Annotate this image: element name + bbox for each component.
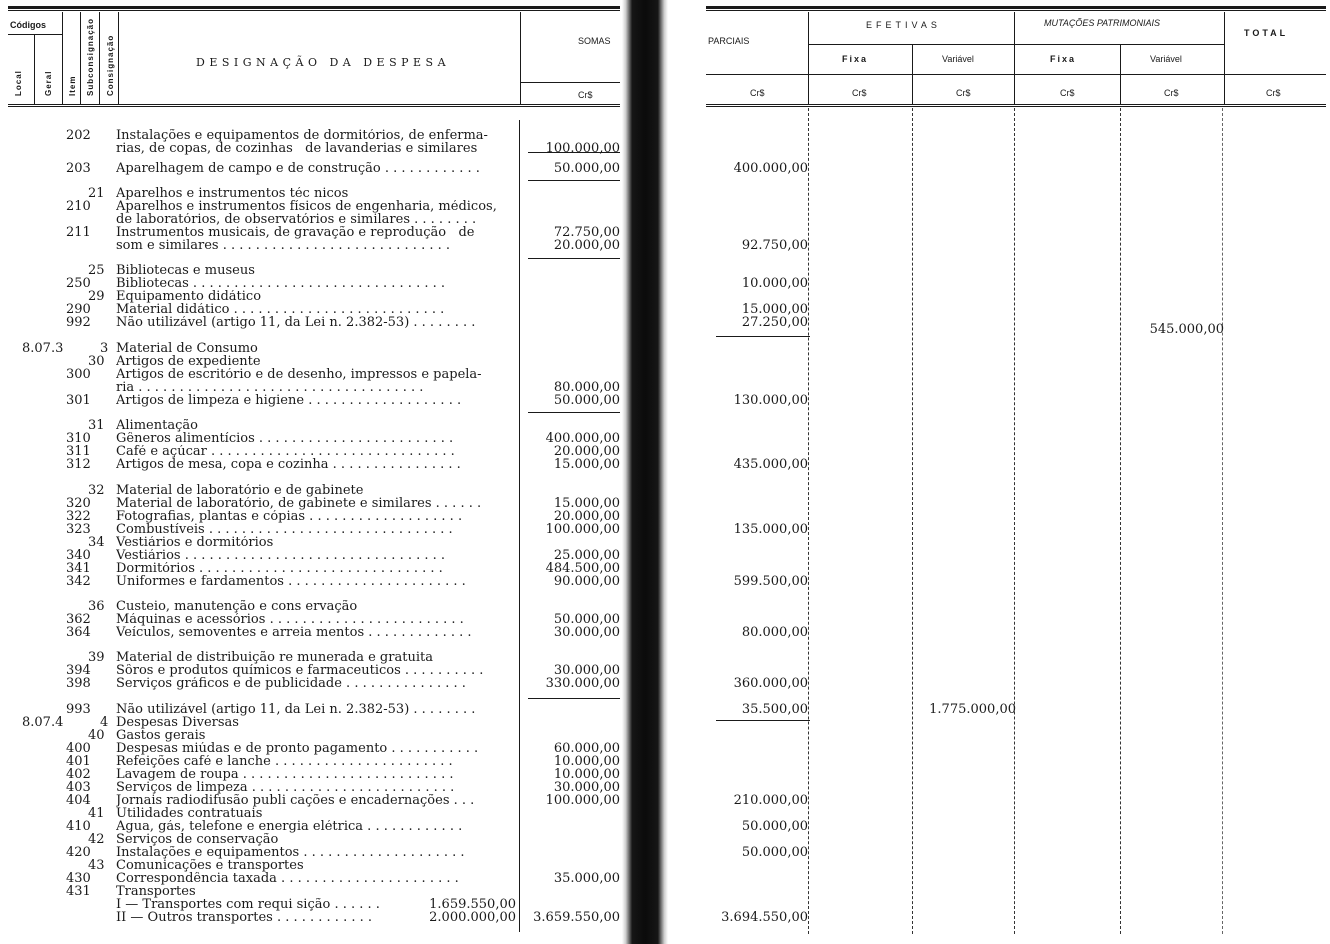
row-text: Não utilizável (artigo 11, da Lei n. 2.382-53) . . . . . . . . — [116, 703, 476, 716]
header-parciais: PARCIAIS — [708, 36, 750, 46]
row-text: Dormitórios . . . . . . . . . . . . . . . . . . . . . . . . . . . . . . — [116, 562, 443, 575]
header-mutacoes: MUTAÇÕES PATRIMONIAIS — [1044, 18, 1161, 28]
row-code: 403 — [66, 780, 91, 795]
row-soma-value: 484.500,00 — [545, 561, 620, 576]
row-text: Aparelhos e instrumentos físicos de engenharia, médicos, — [116, 200, 497, 213]
row-code-consignacao: 3 — [100, 341, 109, 356]
row-soma-value: 100.000,00 — [545, 522, 620, 537]
row-soma-value: 80.000,00 — [553, 380, 620, 395]
row-text: Serviços gráficos e de publicidade . . . . . . . . . . . . . . . — [116, 677, 466, 690]
row-code: 30 — [88, 354, 105, 369]
row-code: 25 — [88, 263, 105, 278]
row-soma-value: 15.000,00 — [553, 457, 620, 472]
row-text: Jornais radiodifusão publi cações e encadernações . . . — [116, 794, 475, 807]
row-parcial-value: 80.000,00 — [741, 625, 808, 640]
row-text: Bibliotecas e museus — [116, 264, 255, 277]
row-text: Vestiários e dormitórios — [116, 536, 274, 549]
row-parcial-value: 10.000,00 — [741, 276, 808, 291]
row-text: Aparelhos e instrumentos téc nicos — [116, 187, 349, 200]
row-parcial-value: 50.000,00 — [741, 819, 808, 834]
row-text: Café e açúcar . . . . . . . . . . . . . . . . . . . . . . . . . . . . . . — [116, 445, 455, 458]
row-soma-value: 3.659.550,00 — [533, 910, 620, 925]
row-code: 320 — [66, 496, 91, 511]
row-soma-value: 25.000,00 — [553, 548, 620, 563]
header-efetivas-variavel: Variável — [942, 54, 974, 64]
row-code: 29 — [88, 289, 105, 304]
row-code: 400 — [66, 741, 91, 756]
row-text: Material de laboratório, de gabinete e similares . . . . . . — [116, 497, 482, 510]
row-soma-value: 20.000,00 — [553, 509, 620, 524]
row-code: 323 — [66, 522, 91, 537]
row-code: 430 — [66, 871, 91, 886]
row-parcial-value: 360.000,00 — [733, 676, 808, 691]
row-text: Gastos gerais — [116, 729, 206, 742]
row-parcial-value: 130.000,00 — [733, 393, 808, 408]
row-parcial-value: 435.000,00 — [733, 457, 808, 472]
row-text: Fotografias, plantas e cópias . . . . . . . . . . . . . . . . . . . — [116, 510, 463, 523]
row-text: Artigos de expediente — [116, 355, 261, 368]
row-text: Material de distribuição re munerada e gratuita — [116, 651, 433, 664]
row-parcial-value: 15.000,00 — [741, 302, 808, 317]
row-text: Despesas miúdas e de pronto pagamento . . . . . . . . . . . — [116, 742, 479, 755]
row-code: 341 — [66, 561, 91, 576]
row-text: Bibliotecas . . . . . . . . . . . . . . . . . . . . . . . . . . . . . . . — [116, 277, 445, 290]
row-text: Instalações e equipamentos de dormitórios, de enferma- — [116, 129, 488, 142]
header-mutacoes-variavel-currency: Cr$ — [1164, 88, 1179, 98]
header-designacao: DESIGNAÇÃO DA DESPESA — [196, 56, 451, 69]
header-mutacoes-fixa: Fixa — [1050, 54, 1077, 64]
book-spine — [622, 0, 668, 944]
row-text: Agua, gás, telefone e energia elétrica . . . . . . . . . . . . — [116, 820, 463, 833]
row-code: 34 — [88, 535, 105, 550]
row-soma-value: 35.000,00 — [553, 871, 620, 886]
header-efetivas-variavel-currency: Cr$ — [956, 88, 971, 98]
row-code: 300 — [66, 367, 91, 382]
row-text: Serviços de conservação — [116, 833, 279, 846]
row-text: de laboratórios, de observatórios e similares . . . . . . . . — [116, 213, 477, 226]
row-parcial-value: 135.000,00 — [733, 522, 808, 537]
row-text: Instalações e equipamentos . . . . . . . . . . . . . . . . . . . . — [116, 846, 465, 859]
row-code: 301 — [66, 393, 91, 408]
row-parcial-value: 210.000,00 — [733, 793, 808, 808]
row-code: 404 — [66, 793, 91, 808]
row-parcial-value: 400.000,00 — [733, 161, 808, 176]
row-code: 39 — [88, 650, 105, 665]
row-soma-value: 15.000,00 — [553, 496, 620, 511]
row-text: Utilidades contratuais — [116, 807, 263, 820]
row-soma-value: 72.750,00 — [553, 225, 620, 240]
header-item: Item — [68, 75, 77, 96]
row-inner-value: 1.659.550,00 — [429, 897, 516, 912]
row-code: 203 — [66, 161, 91, 176]
row-code: 402 — [66, 767, 91, 782]
row-text: Instrumentos musicais, de gravação e reprodução de — [116, 226, 475, 239]
row-text: Comunicações e transportes — [116, 859, 304, 872]
row-text: Material de Consumo — [116, 342, 258, 355]
row-text: Material de laboratório e de gabinete — [116, 484, 364, 497]
row-text: Artigos de mesa, copa e cozinha . . . . . . . . . . . . . . . . — [116, 458, 461, 471]
row-text: Despesas Diversas — [116, 716, 239, 729]
row-inner-value: 2.000.000,00 — [429, 910, 516, 925]
row-code: 31 — [88, 418, 105, 433]
row-text: Veículos, semoventes e arreia mentos . . . . . . . . . . . . . — [116, 626, 472, 639]
header-mutacoes-fixa-currency: Cr$ — [1060, 88, 1075, 98]
row-code: 40 — [88, 728, 105, 743]
row-text: II — Outros transportes . . . . . . . . . . . . — [116, 911, 372, 924]
row-code: 8.07.4 — [22, 715, 64, 730]
row-soma-value: 400.000,00 — [545, 431, 620, 446]
row-soma-value: 60.000,00 — [553, 741, 620, 756]
row-soma-value: 50.000,00 — [553, 393, 620, 408]
row-text: Artigos de escritório e de desenho, impressos e papela- — [116, 368, 482, 381]
row-text: I — Transportes com requi sição . . . . . . — [116, 898, 380, 911]
row-soma-value: 330.000,00 — [545, 676, 620, 691]
row-soma-value: 10.000,00 — [553, 754, 620, 769]
row-code: 310 — [66, 431, 91, 446]
row-parcial-value: 92.750,00 — [741, 238, 808, 253]
row-soma-value: 50.000,00 — [553, 612, 620, 627]
row-code: 364 — [66, 625, 91, 640]
row-code: 21 — [88, 186, 105, 201]
row-code: 398 — [66, 676, 91, 691]
row-text: Vestiários . . . . . . . . . . . . . . . . . . . . . . . . . . . . . . . . — [116, 549, 446, 562]
row-parcial-value: 3.694.550,00 — [721, 910, 808, 925]
row-soma-value: 10.000,00 — [553, 767, 620, 782]
row-code: 394 — [66, 663, 91, 678]
header-somas-currency: Cr$ — [578, 90, 593, 100]
row-text: Lavagem de roupa . . . . . . . . . . . . . . . . . . . . . . . . . . — [116, 768, 454, 781]
row-text: Artigos de limpeza e higiene . . . . . . . . . . . . . . . . . . . — [116, 394, 462, 407]
header-efetivas: EFETIVAS — [866, 20, 941, 30]
row-code: 410 — [66, 819, 91, 834]
row-text: Alimentação — [116, 419, 198, 432]
row-text: Máquinas e acessórios . . . . . . . . . . . . . . . . . . . . . . . . — [116, 613, 464, 626]
row-soma-value: 90.000,00 — [553, 574, 620, 589]
row-text: Custeio, manutenção e cons ervação — [116, 600, 358, 613]
row-code: 322 — [66, 509, 91, 524]
header-total-currency: Cr$ — [1266, 88, 1281, 98]
row-soma-value: 30.000,00 — [553, 663, 620, 678]
row-text: Não utilizável (artigo 11, da Lei n. 2.382-53) . . . . . . . . — [116, 316, 476, 329]
row-text: rias, de copas, de cozinhas de lavanderias e similares — [116, 142, 478, 155]
row-text: Material didático . . . . . . . . . . . . . . . . . . . . . . . . . . — [116, 303, 445, 316]
header-codigos: Códigos — [10, 20, 46, 30]
row-code: 41 — [88, 806, 105, 821]
row-code: 312 — [66, 457, 91, 472]
row-text: Combustíveis . . . . . . . . . . . . . . . . . . . . . . . . . . . . . . — [116, 523, 453, 536]
row-code: 210 — [66, 199, 91, 214]
row-soma-value: 20.000,00 — [553, 444, 620, 459]
header-local: Local — [14, 70, 23, 96]
header-efetivas-fixa: Fixa — [842, 54, 869, 64]
header-consignacao: Consignação — [106, 34, 115, 96]
row-code: 36 — [88, 599, 105, 614]
header-total: TOTAL — [1244, 28, 1289, 38]
row-soma-value: 50.000,00 — [553, 161, 620, 176]
row-code: 202 — [66, 128, 91, 143]
row-text: Sôros e produtos químicos e farmaceuticos . . . . . . . . . . — [116, 664, 484, 677]
row-soma-value: 100.000,00 — [545, 141, 620, 156]
row-code: 401 — [66, 754, 91, 769]
header-parciais-currency: Cr$ — [750, 88, 765, 98]
row-code: 250 — [66, 276, 91, 291]
row-soma-value: 100.000,00 — [545, 793, 620, 808]
row-text: Gêneros alimentícios . . . . . . . . . . . . . . . . . . . . . . . . — [116, 432, 454, 445]
header-somas: SOMAS — [578, 36, 611, 46]
row-soma-value: 30.000,00 — [553, 625, 620, 640]
row-efetivas-fixa-value: 1.775.000,00 — [929, 702, 1016, 717]
row-code: 431 — [66, 884, 91, 899]
row-code: 211 — [66, 225, 91, 240]
row-code: 42 — [88, 832, 105, 847]
row-parcial-value: 27.250,00 — [741, 315, 808, 330]
row-parcial-value: 50.000,00 — [741, 845, 808, 860]
header-geral: Geral — [44, 70, 53, 96]
row-mutacoes-variavel-value: 545.000,00 — [1149, 322, 1224, 337]
row-parcial-value: 35.500,00 — [741, 702, 808, 717]
row-parcial-value: 599.500,00 — [733, 574, 808, 589]
header-mutacoes-variavel: Variável — [1150, 54, 1182, 64]
row-code: 342 — [66, 574, 91, 589]
row-code: 43 — [88, 858, 105, 873]
row-text: Aparelhagem de campo e de construção . . . . . . . . . . . . — [116, 162, 480, 175]
row-soma-value: 30.000,00 — [553, 780, 620, 795]
row-code: 8.07.3 — [22, 341, 64, 356]
row-text: som e similares . . . . . . . . . . . . . . . . . . . . . . . . . . . . — [116, 239, 450, 252]
row-text: Refeições café e lanche . . . . . . . . . . . . . . . . . . . . . . — [116, 755, 453, 768]
row-code: 340 — [66, 548, 91, 563]
row-code: 992 — [66, 315, 91, 330]
row-code: 290 — [66, 302, 91, 317]
row-code-consignacao: 4 — [100, 715, 109, 730]
row-text: Transportes — [116, 885, 196, 898]
row-code: 993 — [66, 702, 91, 717]
header-efetivas-fixa-currency: Cr$ — [852, 88, 867, 98]
header-subconsignacao: Subconsignação — [86, 17, 95, 96]
row-text: Serviços de limpeza . . . . . . . . . . . . . . . . . . . . . . . . . — [116, 781, 455, 794]
row-code: 420 — [66, 845, 91, 860]
row-code: 311 — [66, 444, 91, 459]
row-text: Uniformes e fardamentos . . . . . . . . . . . . . . . . . . . . . . — [116, 575, 466, 588]
row-text: Correspondência taxada . . . . . . . . . . . . . . . . . . . . . . — [116, 872, 459, 885]
row-soma-value: 20.000,00 — [553, 238, 620, 253]
row-text: Equipamento didático — [116, 290, 262, 303]
row-text: ria . . . . . . . . . . . . . . . . . . . . . . . . . . . . . . . . . . . — [116, 381, 424, 394]
row-code: 362 — [66, 612, 91, 627]
row-code: 32 — [88, 483, 105, 498]
